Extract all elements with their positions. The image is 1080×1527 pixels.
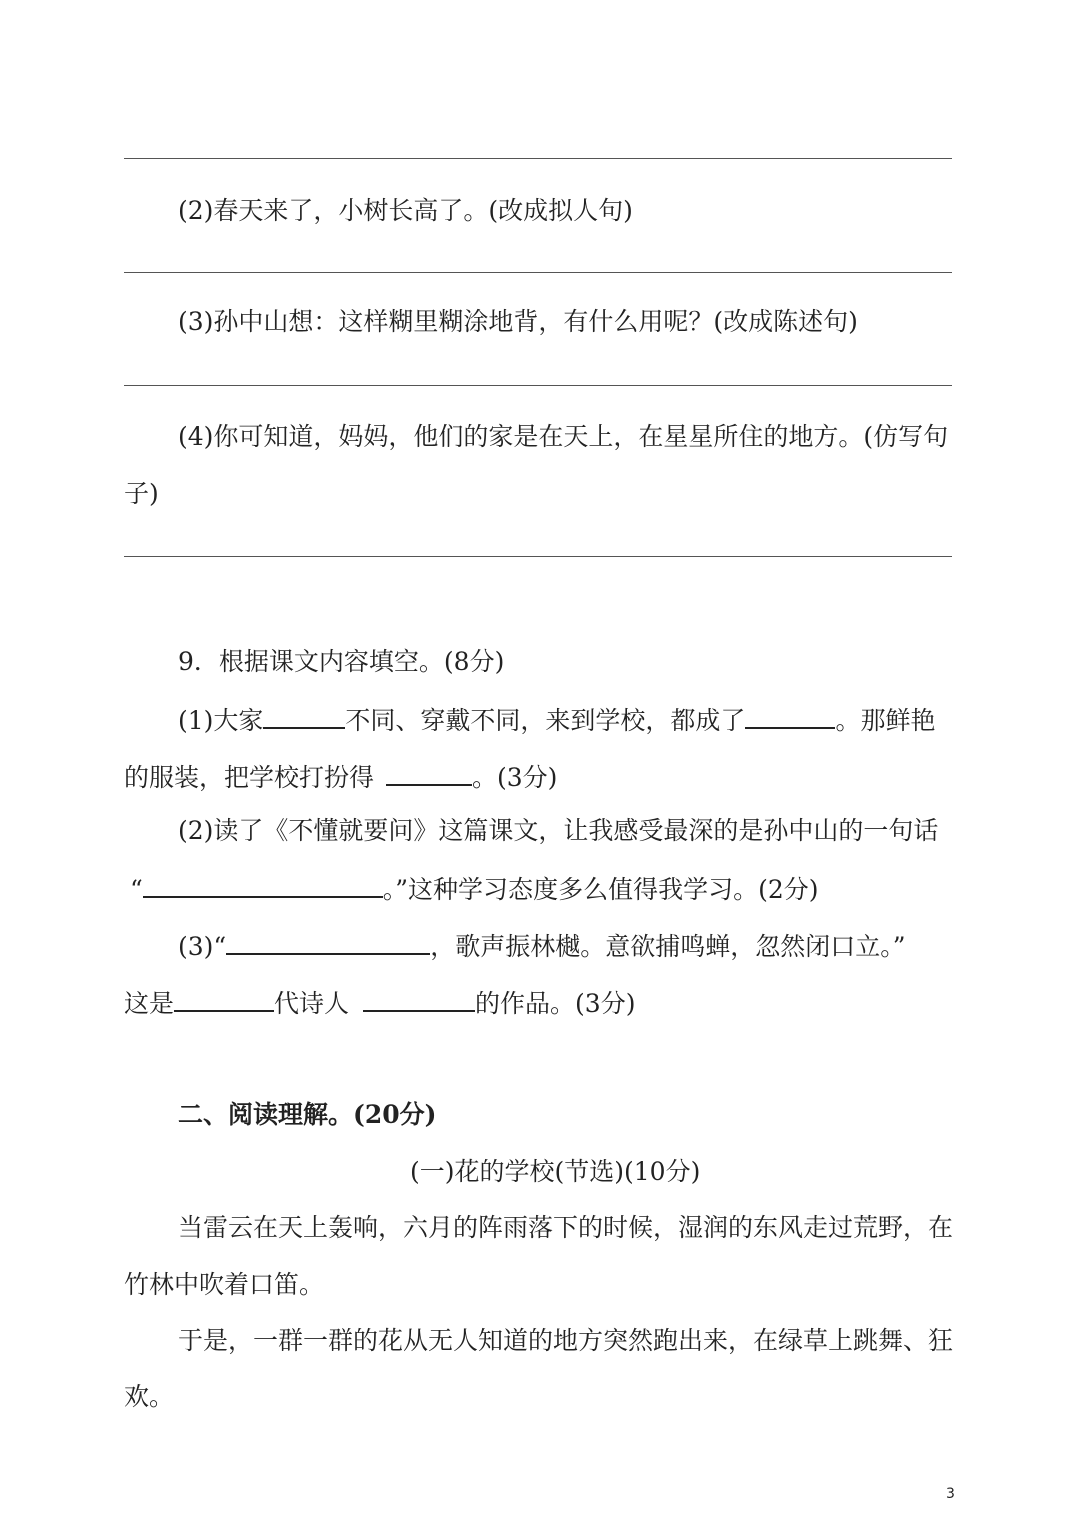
q3-text-e: 的作品。(3分) [475,989,636,1018]
exercise9-heading: 9．根据课文内容填空。(8分) [178,647,505,676]
passage-para1-line2: 竹林中吹着口笛。 [124,1270,325,1299]
answer-line-2[interactable] [124,272,952,273]
q3-blank-1[interactable] [226,927,430,955]
answer-line-1[interactable] [124,158,952,159]
q2-text-close: 。”这种学习态度多么值得我学习。(2分) [382,875,819,904]
q3-text-a: (3)“ [178,932,227,961]
exercise9-q1-line2 [124,758,557,795]
exercise8-item3: (3)孙中山想：这样糊里糊涂地背，有什么用呢？(改成陈述句) [178,307,858,336]
passage-para1-line1: 当雷云在天上轰响，六月的阵雨落下的时候，湿润的东风走过荒野，在 [178,1213,954,1242]
passage-para2-line2: 欢。 [124,1382,175,1411]
answer-line-4[interactable] [124,556,952,557]
q1-text-d: 的服装，把学校打扮得 [124,763,375,792]
passage-para2-line1: 于是，一群一群的花从无人知道的地方突然跑出来，在绿草上跳舞、狂 [178,1326,954,1355]
q1-text-a: (1)大家 [178,706,264,735]
q1-blank-3[interactable] [386,758,472,786]
exercise8-item4-line2: 子) [124,479,159,508]
exercise8-item2: (2)春天来了，小树长高了。(改成拟人句) [178,196,633,225]
exercise9-q2-line1: (2)读了《不懂就要问》这篇课文，让我感受最深的是孙中山的一句话 [178,816,939,845]
passage-title: (一)花的学校(节选)(10分) [410,1157,701,1186]
exercise8-item4-line1: (4)你可知道，妈妈，他们的家是在天上，在星星所住的地方。(仿写句 [178,422,949,451]
q2-blank[interactable] [143,870,383,898]
section2-heading: 二、阅读理解。(20分) [178,1100,437,1129]
q2-open-quote: “ [130,875,143,904]
q1-blank-2[interactable] [745,701,835,729]
exercise9-q1-line1 [178,701,935,738]
exercise9-q3-line2 [124,984,635,1021]
q3-blank-2[interactable] [174,984,274,1012]
answer-line-3[interactable] [124,385,952,386]
q1-text-c: 。那鲜艳 [835,706,936,735]
q1-blank-1[interactable] [263,701,345,729]
q3-text-b: ，歌声振林樾。意欲捕鸣蝉，忽然闭口立。” [430,932,906,961]
q3-text-c: 这是 [124,989,175,1018]
q1-text-b: 不同、穿戴不同，来到学校，都成了 [345,706,746,735]
exercise9-q2-line2 [130,870,818,907]
exercise9-q3-line1 [178,927,906,964]
q3-blank-3[interactable] [363,984,475,1012]
q3-text-d: 代诗人 [274,989,350,1018]
page-number: 3 [946,1486,955,1502]
q1-text-e: 。(3分) [472,763,558,792]
